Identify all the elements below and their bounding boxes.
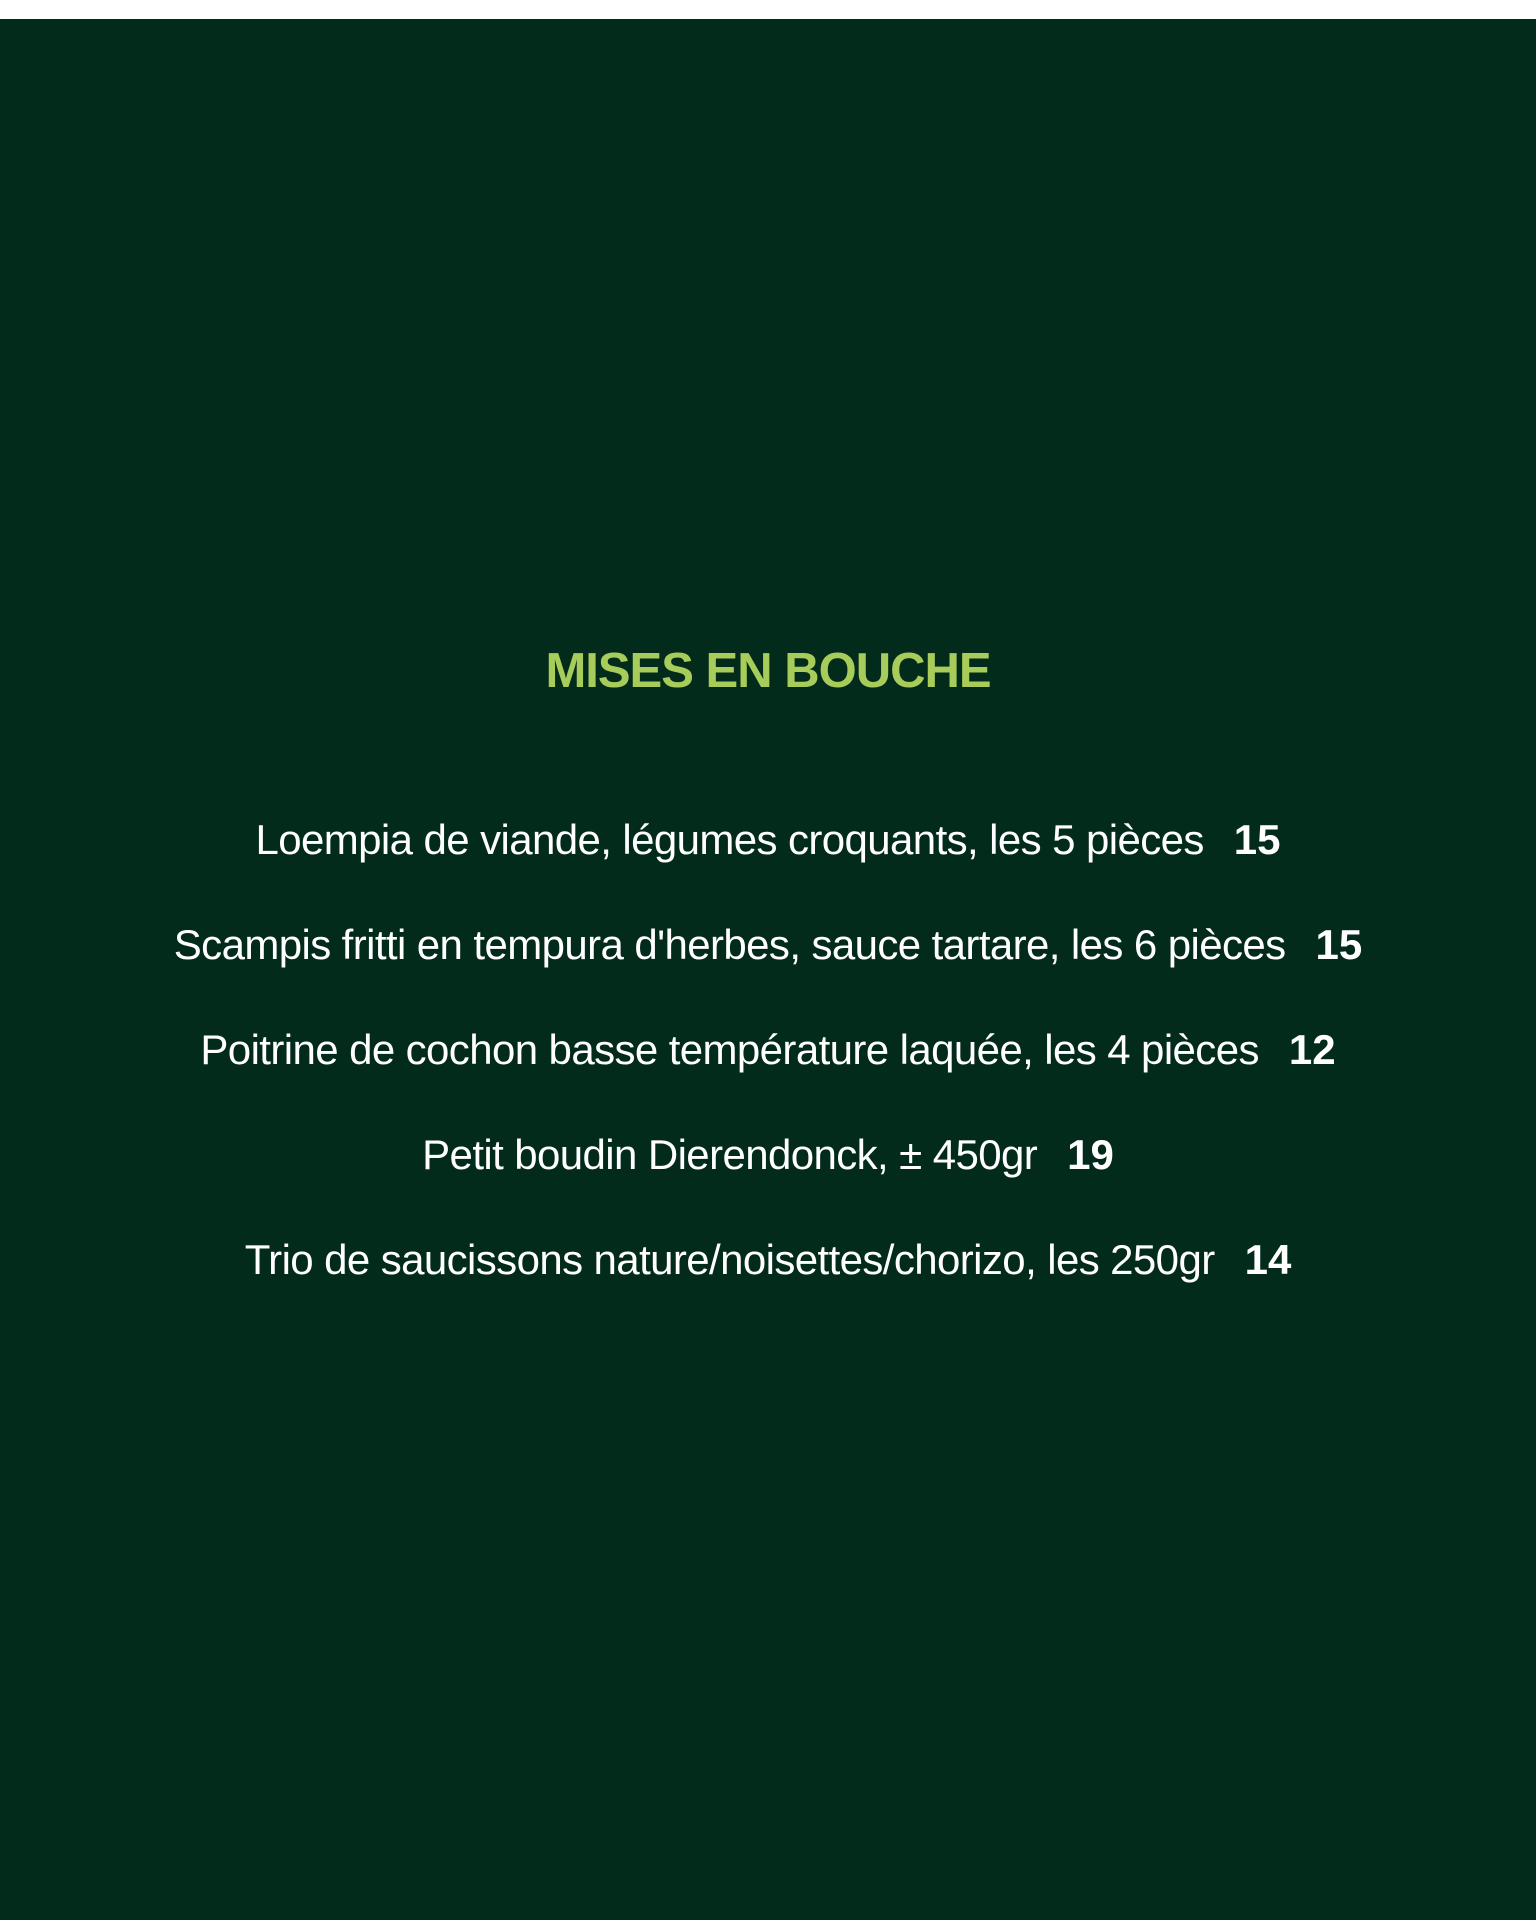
menu-item-name: Petit boudin Dierendonck, ± 450gr [422, 1131, 1038, 1178]
menu-item-price: 15 [1315, 921, 1363, 968]
menu-item-name: Scampis fritti en tempura d'herbes, sauce tartare, les 6 pièces [173, 921, 1286, 968]
menu-item [0, 1129, 1536, 1234]
menu-item-name: Trio de saucissons nature/noisettes/chorizo, les 250gr [244, 1236, 1215, 1283]
menu-item-price: 19 [1067, 1131, 1114, 1178]
menu-item [0, 1024, 1536, 1129]
menu-item-price: 12 [1288, 1026, 1336, 1073]
menu-page [0, 19, 1536, 1920]
menu-item-name: Poitrine de cochon basse température laquée, les 4 pièces [200, 1026, 1259, 1073]
menu-item-price: 14 [1244, 1236, 1292, 1283]
section-title: MISES EN BOUCHE [545, 644, 991, 698]
menu-item [0, 814, 1536, 919]
menu-list [0, 814, 1536, 1339]
menu-item [0, 1234, 1536, 1339]
menu-item-name: Loempia de viande, légumes croquants, les 5 pièces [255, 816, 1204, 863]
menu-item [0, 919, 1536, 1024]
menu-item-price: 15 [1233, 816, 1281, 863]
